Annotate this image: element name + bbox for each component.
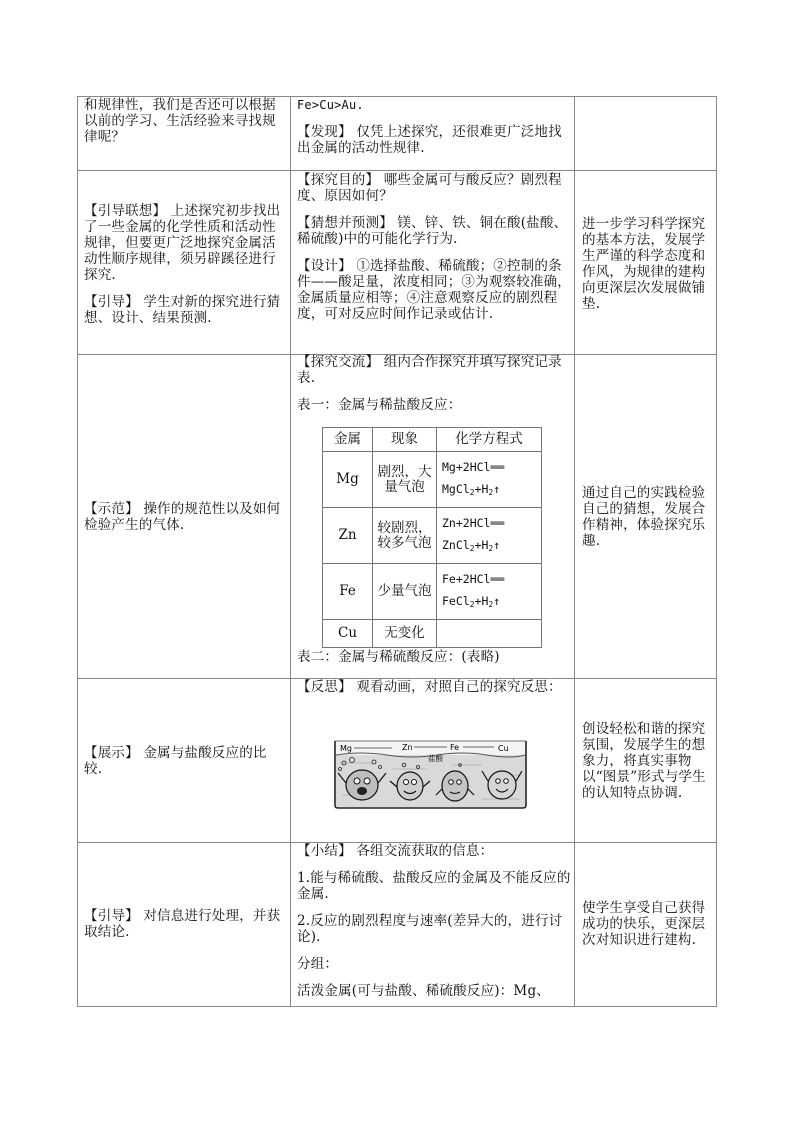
row5-student-cell — [297, 843, 575, 999]
row2-student-cell — [297, 172, 575, 322]
record-row-cu — [323, 620, 542, 648]
row4-student-cell — [297, 679, 575, 695]
table-rule — [290, 96, 291, 1007]
row1-teacher-text: 和规律性，我们是否还可以根据以前的学习、生活经验来寻找规律呢？ — [84, 97, 276, 145]
row3-teacher-cell — [84, 356, 284, 678]
row5-point-2: 2.反应的剧烈程度与速率(差异大的，进行讨论). — [297, 913, 563, 945]
table-rule — [77, 1006, 717, 1007]
phenomenon-cell: 较剧烈，较多气泡 — [373, 508, 437, 564]
header-metal: 金属 — [323, 428, 373, 452]
row2-intent: 进一步学习科学探究的基本方法，发展学生严谨的科学态度和作风，为规律的建构向更深层次发展做铺垫. — [582, 216, 706, 312]
table-rule — [77, 170, 717, 171]
row5-intent: 使学生享受自己获得成功的快乐，更深层次对知识进行建构. — [582, 900, 706, 948]
row3-inquiry-exchange: 【探究交流】 组内合作探究并填写探究记录表. — [297, 354, 562, 386]
row2-hypothesis: 【猜想并预测】 镁、锌、铁、铜在酸(盐酸、稀硫酸)中的可能化学行为. — [297, 215, 568, 247]
record-row-mg — [323, 452, 542, 508]
header-equation: 化学方程式 — [437, 428, 542, 452]
row3-student-cell — [297, 354, 575, 413]
record-table — [322, 427, 542, 648]
figure-label-acid: 盐酸 — [428, 754, 443, 763]
row5-grouping: 分组： — [297, 956, 339, 972]
figure-label-mg: Mg — [340, 744, 352, 753]
metal-cell: Fe — [323, 564, 373, 620]
figure-label-fe: Fe — [450, 743, 460, 752]
row4-show: 【展示】 金属与盐酸反应的比较. — [84, 745, 267, 777]
table-rule — [716, 96, 717, 1007]
row4-intent-cell — [582, 680, 712, 842]
row4-intent: 创设轻松和谐的探究氛围，发展学生的想象力，将真实事物以“图景”形式与学生的认知特点协调. — [582, 721, 706, 801]
equation-cell — [437, 620, 542, 648]
row5-intent-cell — [582, 844, 712, 1004]
phenomenon-cell: 剧烈，大量气泡 — [373, 452, 437, 508]
row5-teacher-cell — [84, 844, 284, 1004]
row5-point-1: 1.能与稀硫酸、盐酸反应的金属及不能反应的金属. — [297, 870, 571, 902]
beaker-illustration — [332, 735, 529, 809]
row1-order-text: Fe>Cu>Au. — [297, 98, 364, 112]
row3-demo: 【示范】 操作的规范性以及如何检验产生的气体. — [84, 501, 281, 533]
row4-reflect: 【反思】 观看动画，对照自己的探究反思： — [297, 679, 562, 695]
row2-design: 【设计】 ①选择盐酸、稀硫酸；②控制的条件——酸足量，浓度相同；③为观察较准确，金属质量应相等；④注意观察反应的剧烈程度，可对反应时间作记录或估计. — [297, 258, 571, 322]
table-rule — [77, 96, 78, 1007]
phenomenon-cell: 少量气泡 — [373, 564, 437, 620]
table2-caption-cell — [297, 649, 575, 665]
record-row-fe — [323, 564, 542, 620]
record-table-header — [323, 428, 542, 452]
metal-cell: Mg — [323, 452, 373, 508]
metal-cell: Zn — [323, 508, 373, 564]
metals-in-acid-cartoon — [332, 735, 529, 809]
row5-active-metals: 活泼金属(可与盐酸、稀硫酸反应)：Mg、 — [297, 983, 550, 999]
header-phenomenon: 现象 — [373, 428, 437, 452]
row2-purpose: 【探究目的】 哪些金属可与酸反应？剧烈程度、原因如何？ — [297, 172, 562, 204]
row3-intent: 通过自己的实践检验自己的猜想，发展合作精神，体验探究乐趣. — [582, 485, 706, 549]
row5-summary: 【小结】 各组交流获取的信息： — [297, 843, 494, 859]
row2-guide: 【引导】 学生对新的探究进行猜想、设计、结果预测. — [84, 293, 281, 326]
row1-student-cell — [297, 97, 575, 156]
table2-caption: 表二：金属与稀硫酸反应：(表略) — [297, 649, 500, 665]
equation-cell: Fe+2HCl══ $FeCl_2+H_2↑$ — [437, 564, 542, 620]
record-row-zn — [323, 508, 542, 564]
row4-teacher-cell — [84, 680, 284, 842]
row1-teacher-cell — [84, 97, 284, 145]
phenomenon-cell: 无变化 — [373, 620, 437, 648]
row1-discovery: 【发现】 仅凭上述探究，还很难更广泛地找出金属的活动性规律. — [297, 124, 562, 156]
row2-guide-association: 【引导联想】 上述探究初步找出了一些金属的化学性质和活动性规律，但要更广泛地探究金属活动性顺序规律，须另辟蹊径进行探究. — [84, 202, 281, 283]
table1-caption: 表一：金属与稀盐酸反应： — [297, 397, 462, 413]
figure-label-zn: Zn — [402, 743, 413, 752]
figure-label-cu: Cu — [498, 744, 509, 753]
row3-intent-cell — [582, 356, 712, 678]
equation-cell: Mg+2HCl══ $MgCl_2+H_2↑$ — [437, 452, 542, 508]
row2-teacher-cell — [84, 172, 284, 356]
row2-intent-cell — [582, 172, 712, 356]
row5-guide: 【引导】 对信息进行处理，并获取结论. — [84, 908, 281, 940]
equation-cell: Zn+2HCl══ $ZnCl_2+H_2↑$ — [437, 508, 542, 564]
metal-cell: Cu — [323, 620, 373, 648]
